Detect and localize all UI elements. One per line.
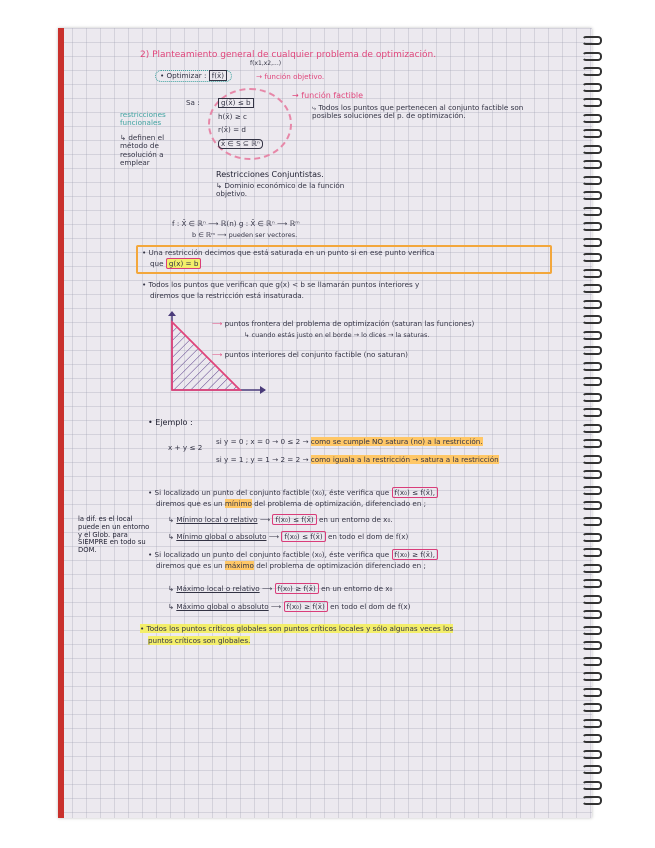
mapping-line-2: b ∈ ℝᵐ ⟶ pueden ser vectores. (192, 231, 298, 239)
final-note-line-1 (140, 625, 453, 633)
optimize-label: • Optimizar : (160, 71, 207, 80)
example-row-2-condition: si y = 1 ; y = 1 → 2 = 2 → (216, 455, 309, 464)
maximum-condition: f(x₀) ≥ f(x̄), (392, 549, 439, 560)
minimum-global-rest: en todo el dom de f(x) (327, 532, 409, 541)
maximum-line-1 (148, 551, 438, 559)
frontier-note: ↳ cuando estás justo en el borde → lo dices → la saturas. (244, 331, 430, 339)
saturated-line-2 (150, 260, 201, 268)
objective-function: f(x̄) (209, 70, 227, 81)
example-constraint: x + y ≤ 2 (168, 443, 203, 452)
maximum-line-2-post: del problema de optimización diferenciado en ; (256, 561, 426, 570)
maximum-local-line: ↳ Máximo local o relativo ⟶ f(x₀) ≥ f(x̄) en un entorno de x₀ (168, 584, 393, 593)
maximum-line-2 (156, 562, 426, 570)
minimum-line-1-text: • Si localizado un punto del conjunto factible (x₀), éste verifica que (148, 488, 390, 497)
feasible-desc-text: Todos los puntos que pertenecen al conjunto factible son posibles soluciones del p. de optimización. (312, 103, 524, 121)
minimum-word: mínimo (224, 499, 252, 508)
optimize-block (155, 70, 232, 82)
interior-points-line: ⟶ puntos interiores del conjunto factible (no saturan) (212, 350, 408, 359)
final-note-text-2: puntos críticos son globales. (148, 636, 251, 645)
functional-restrictions-desc: ↳ definen el método de resolución a emplear (120, 133, 165, 167)
minimum-condition: f(x₀) ≤ f(x̄), (392, 487, 439, 498)
saturated-line-1: • Una restricción decimos que está saturada en un punto si en ese punto verifica (142, 248, 435, 257)
maximum-line-1-text: • Si localizado un punto del conjunto factible (x₀), éste verifica que (148, 550, 390, 559)
feasible-function-label: → función factible (292, 91, 364, 100)
interior-line-1: • Todos los puntos que verifican que g(x) < b se llamarán puntos interiores y (142, 280, 420, 289)
minimum-line-2-post: del problema de optimización, diferenciado en ; (254, 499, 427, 508)
maximum-global-condition: f(x₀) ≥ f(x̄) (284, 601, 328, 612)
objective-label-text: función objetivo. (264, 72, 325, 81)
set-restrictions-label: Restricciones Conjuntistas. (216, 170, 324, 179)
final-note-text-1: • Todos los puntos críticos globales son puntos críticos locales y sólo algunas veces los (140, 624, 454, 633)
maximum-global-rest: en todo el dom de f(x) (330, 602, 411, 611)
side-note: la dif. es el local puede en un entorno y el Glob. para SIEMPRE en todo su DOM. (78, 515, 150, 555)
example-row-2 (216, 456, 499, 464)
objective-function-label: → función objetivo. (256, 72, 325, 81)
maximum-global-label: Máximo global o absoluto (176, 602, 269, 611)
maximum-word: máximo (224, 561, 254, 570)
example-label: • Ejemplo : (148, 418, 193, 427)
example-row-1-result: como se cumple NO satura (no) a la restricción. (310, 437, 483, 446)
page-edge-margin (58, 28, 64, 818)
frontier-points-line: ⟶ puntos frontera del problema de optimización (saturan las funciones) (212, 319, 475, 328)
constraint-4: x̄ ∈ S ⊆ ℝⁿ (218, 139, 263, 149)
functional-desc-text: definen el método de resolución a emplear (120, 133, 165, 167)
maximum-line-2-pre: diremos que es un (156, 561, 223, 570)
saturated-condition: g(x) = b (166, 258, 202, 269)
maximum-local-rest: en un entorno de x₀ (321, 584, 393, 593)
maximum-local-label: Máximo local o relativo (176, 584, 260, 593)
set-desc-text: Dominio económico de la función objetivo. (216, 181, 345, 199)
constraint-1: g(x̄) ≤ b (218, 98, 254, 108)
subject-to-label: Sa : (186, 98, 200, 107)
minimum-global-line: ↳ Mínimo global o absoluto ⟶ f(x₀) ≤ f(x̄) en todo el dom de f(x) (168, 532, 409, 541)
minimum-global-condition: f(x₀) ≤ f(x̄) (281, 531, 325, 542)
minimum-local-line: ↳ Mínimo local o relativo ⟶ f(x₀) ≤ f(x̄) en un entorno de x₀. (168, 515, 393, 524)
mapping-line-1: f : X̄ ∈ ℝⁿ ⟶ ℝ(n) g : X̄ ∈ ℝⁿ ⟶ ℝᵐ (172, 219, 300, 228)
final-note-line-2 (148, 637, 250, 645)
constraint-2: h(x̄) ≥ c (218, 112, 247, 121)
interior-line-2: diremos que la restricción está insaturada. (150, 291, 304, 300)
minimum-local-condition: f(x₀) ≤ f(x̄) (272, 514, 316, 525)
feasible-label-text: función factible (301, 91, 364, 100)
maximum-global-line: ↳ Máximo global o absoluto ⟶ f(x₀) ≥ f(x̄) en todo el dom de f(x) (168, 602, 411, 611)
feasible-description: ⤷ Todos los puntos que pertenecen al conjunto factible son posibles soluciones del p. de optimización. (312, 103, 524, 121)
minimum-local-label: Mínimo local o relativo (176, 515, 258, 524)
functional-restrictions-label: restricciones funcionales (120, 110, 166, 128)
saturated-que: que (150, 259, 164, 268)
minimum-local-rest: en un entorno de x₀. (319, 515, 393, 524)
minimum-line-2-pre: diremos que es un (156, 499, 223, 508)
minimum-global-label: Mínimo global o absoluto (176, 532, 267, 541)
example-row-1 (216, 438, 483, 446)
section-title: 2) Planteamiento general de cualquier problema de optimización. (140, 50, 437, 60)
example-row-2-result: como iguala a la restricción → satura a la restricción (310, 455, 499, 464)
frontier-text: puntos frontera del problema de optimización (saturan las funciones) (224, 319, 475, 328)
example-row-1-condition: si y = 0 ; x = 0 → 0 ≤ 2 → (216, 437, 309, 446)
constraint-3: r(x̄) = d (218, 125, 246, 134)
spiral-binding (582, 36, 602, 806)
minimum-line-2 (156, 500, 426, 508)
minimum-line-1 (148, 489, 438, 497)
set-restrictions-desc: ↳ Dominio económico de la función objetivo. (216, 181, 345, 199)
interior-points-text: puntos interiores del conjunto factible (no saturan) (224, 350, 408, 359)
frontier-note-text: cuando estás justo en el borde → lo dices → la saturas. (251, 331, 430, 339)
maximum-local-condition: f(x₀) ≥ f(x̄) (275, 583, 319, 594)
objective-args-note: f(x1,x2,...) (250, 60, 282, 67)
